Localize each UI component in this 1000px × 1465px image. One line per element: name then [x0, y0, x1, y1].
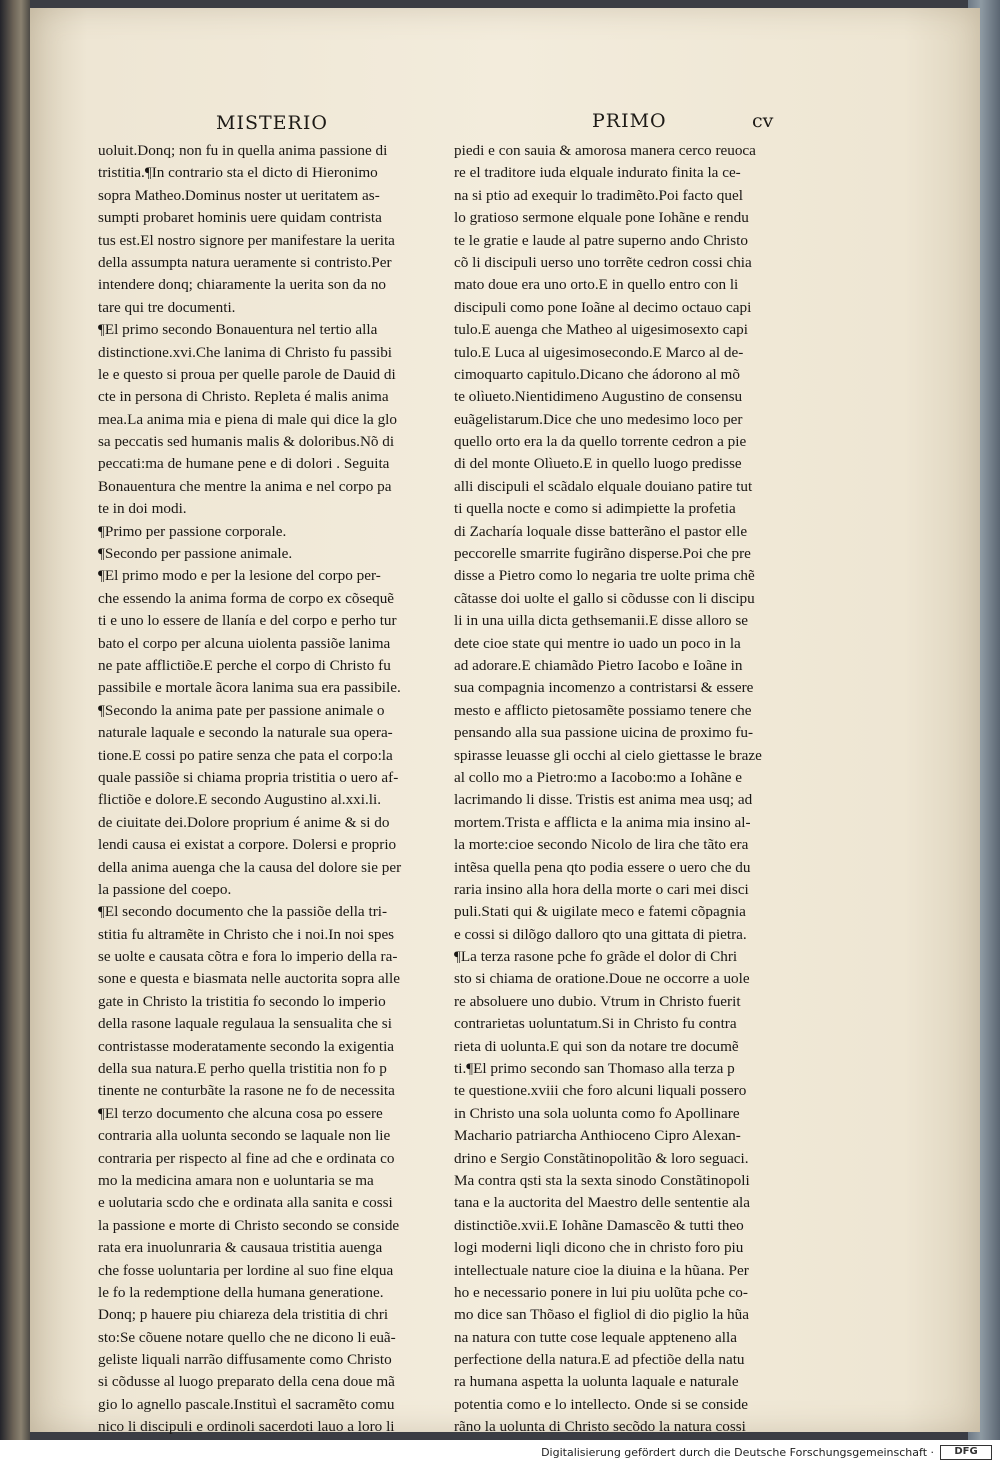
- text-line: te olìueto.Nientidimeno Augustino de consensu: [454, 388, 743, 406]
- running-head-right: PRIMO: [592, 110, 667, 132]
- text-line: discipuli como pone Ioãne al decimo octauo capi: [454, 298, 752, 316]
- text-line: te le gratie e laude al patre superno ando Christo: [454, 231, 748, 249]
- book-binding-edge: [0, 0, 30, 1440]
- text-line: ¶El terzo documento che alcuna cosa po essere: [98, 1104, 383, 1122]
- text-line: logi moderni liqli dicono che in christo foro piu: [454, 1239, 744, 1257]
- text-line: mo la medicina amara non e uoluntaria se ma: [98, 1171, 374, 1189]
- text-line: quale passiõe si chiama propria tristitia o uero af-: [98, 768, 399, 786]
- text-line: peccorelle smarrite fugirãno disperse.Poi che pre: [454, 545, 751, 563]
- text-line: Ma contra qsti sta la sexta sinodo Constãtinopoli: [454, 1171, 750, 1189]
- text-line: ho e necessario ponere in lui piu uolũta pche co-: [454, 1283, 748, 1301]
- text-line: Donq; p hauere piu chiareza dela tristitia di chri: [98, 1306, 389, 1324]
- text-line: tare qui tre documenti.: [98, 298, 236, 316]
- text-line: de ciuitate dei.Dolore proprium é anime & si do: [98, 813, 390, 831]
- text-line: gate in Christo la tristitia fo secondo lo imperio: [98, 992, 386, 1010]
- text-column-left: [98, 140, 442, 1439]
- text-line: intẽsa quella pena qto podia essere o uero che du: [454, 858, 751, 876]
- text-line: rata era inuolunraria & causaua tristitia auenga: [98, 1239, 383, 1257]
- text-line: spirasse leuasse gli occhi al cielo giettasse le braze: [454, 746, 762, 764]
- text-line: della assumpta natura ueramente si contristo.Per: [98, 253, 392, 271]
- text-line: distinctione.xvi.Che lanima di Christo fu passibi: [98, 343, 393, 361]
- text-line: Bonauentura che mentre la anima e nel corpo pa: [98, 477, 392, 495]
- text-line: lo gratioso sermone elquale pone Iohãne e rendu: [454, 209, 749, 227]
- text-line: contraria alla uolunta secondo se laquale non lie: [98, 1127, 391, 1145]
- text-line: sumpti probaret hominis uere quidam contrista: [98, 209, 382, 227]
- text-line: mo dice san Thõaso el figliol di dio piglio la hũa: [454, 1306, 749, 1324]
- text-line: le fo la redemptione della humana generatione.: [98, 1283, 384, 1301]
- text-line: mato doue era uno orto.E in quello entro con li: [454, 276, 739, 294]
- text-line: sto:Se cõuene notare quello che ne dicono li euã-: [98, 1328, 396, 1346]
- text-line: disse a Pietro como lo negaria tre uolte prima chẽ: [454, 567, 755, 585]
- text-line: di del monte Olìueto.E in quello luogo predisse: [454, 455, 742, 473]
- text-line: contraria per rispecto al fine ad che e ordinata co: [98, 1149, 395, 1167]
- text-line: la passione e morte di Christo secondo se conside: [98, 1216, 400, 1234]
- text-line: sopra Matheo.Dominus noster ut ueritatem as-: [98, 186, 380, 204]
- text-line: intellectuale nature cioe la diuina e la hũana. Per: [454, 1261, 749, 1279]
- text-line: raria insino alla hora della morte o cari mei disci: [454, 880, 749, 898]
- text-line: che essendo la anima forma de corpo ex cõsequẽ: [98, 589, 395, 607]
- text-line: contristasse moderatamente secondo la exigentia: [98, 1037, 395, 1055]
- text-line: lendi causa ei existat a corpore. Dolersi e proprio: [98, 836, 397, 854]
- text-line: si cõdusse al luogo preparato della cena doue mã: [98, 1373, 395, 1391]
- text-line: la passione del coepo.: [98, 880, 232, 898]
- text-line: tione.E cossi po patire senza che pata el corpo:la: [98, 746, 393, 764]
- text-line: uoluit.Donq; non fu in quella anima passione di: [98, 142, 388, 159]
- text-line: na natura con tutte cose lequale appteneno alla: [454, 1328, 737, 1346]
- text-column-right: [454, 140, 794, 1439]
- text-line: cãtasse doi uolte el gallo si cõdusse con li discipu: [454, 589, 755, 607]
- text-line: di Zacharía loquale disse batterãno el pastor elle: [454, 522, 748, 540]
- text-line: na si ptio ad exequir lo tradimẽto.Poi facto quel: [454, 186, 743, 204]
- text-line: le e questo si proua per quelle parole de Dauid di: [98, 365, 396, 383]
- text-line: in Christo una sola uolunta como fo Apollinare: [454, 1104, 740, 1122]
- text-line: Machario patriarcha Anthioceno Cipro Alexan-: [454, 1127, 741, 1145]
- text-line: lacrimando li disse. Tristis est anima mea usq; ad: [454, 791, 753, 809]
- text-line: ti e uno lo essere de llanía e del corpo e perho tur: [98, 612, 397, 630]
- text-line: ¶El secondo documento che la passiõe della tri-: [98, 903, 388, 921]
- text-line: mea.La anima mia e piena di male qui dice la glo: [98, 410, 397, 428]
- text-line: puli.Stati qui & uigilate meco e fatemi cõpagnia: [454, 903, 746, 921]
- text-line: te questione.xviii che foro alcuni liquali possero: [454, 1082, 747, 1100]
- text-line: tus est.El nostro signore per manifestare la uerita: [98, 231, 395, 249]
- text-line: peccati:ma de humane pene e di dolori . Seguita: [98, 455, 390, 473]
- text-line: contrarietas uoluntatum.Si in Christo fu contra: [454, 1015, 737, 1033]
- text-line: tinente ne conturbãte la rasone ne fo de necessita: [98, 1082, 395, 1100]
- text-line: rãno la uolunta di Christo secõdo la natura cossi: [454, 1418, 746, 1436]
- text-line: re el traditore iuda elquale indurato finita la ce-: [454, 164, 741, 182]
- text-line: tristitia.¶In contrario sta el dicto di Hieronimo: [98, 164, 378, 182]
- text-line: della sua natura.E perho quella tristitia non fo p: [98, 1060, 387, 1078]
- text-line: tulo.E auenga che Matheo al uigesimosexto capi: [454, 321, 748, 339]
- text-line: ne pate afflictiõe.E perche el corpo di Christo fu: [98, 656, 391, 674]
- text-line: rieta di uolunta.E qui son da notare tre documẽ: [454, 1037, 739, 1055]
- text-line: sto si chiama de oratione.Doue ne occorre a uole: [454, 970, 750, 988]
- text-line: gio lo agnello pascale.Instituì el sacramẽto comu: [98, 1395, 395, 1413]
- digitization-footer: [0, 1440, 1000, 1465]
- text-line: ¶Secondo la anima pate per passione animale o: [98, 701, 385, 719]
- text-line: tulo.E Luca al uigesimosecondo.E Marco al de-: [454, 343, 744, 361]
- text-line: perfectione della natura.E ad pfectiõe della natu: [454, 1351, 745, 1369]
- text-line: cõ li discipuli uerso uno torrẽte cedron cossi chia: [454, 253, 752, 271]
- text-line: se uolte e causata cõtra e fora lo imperio della ra-: [98, 948, 398, 966]
- dfg-logo: DFG: [940, 1445, 992, 1460]
- text-line: ad adorare.E chiamãdo Pietro Iacobo e Ioãne in: [454, 656, 743, 674]
- text-line: e uolutaria scdo che e ordinata alla sanita e cossi: [98, 1194, 393, 1212]
- text-line: ti.¶El primo secondo san Thomaso alla terza p: [454, 1060, 735, 1078]
- text-line: ra humana aspetta la uolunta laquale e naturale: [454, 1373, 739, 1391]
- text-line: che fosse uoluntaria per lordine al suo fine elqua: [98, 1261, 394, 1279]
- text-line: ¶El primo secondo Bonauentura nel tertio alla: [98, 321, 378, 339]
- text-line: quello orto era la da quello torrente cedron a pie: [454, 433, 747, 451]
- text-line: sone e questa e biasmata nelle auctorita sopra alle: [98, 970, 400, 988]
- text-line: della anima auenga che la causa del dolore sie per: [98, 858, 402, 876]
- text-line: ¶El primo modo e per la lesione del corpo per-: [98, 567, 381, 585]
- running-head-left: MISTERIO: [216, 112, 328, 134]
- text-line: cte in persona di Christo. Repleta é malis anima: [98, 388, 389, 406]
- text-line: geliste liquali narrão diffusamente como Christo: [98, 1351, 392, 1369]
- text-line: cimoquarto capitulo.Dicano che ádorono al mõ: [454, 365, 740, 383]
- text-line: pensando alla sua passione uicina de proximo fu-: [454, 724, 754, 742]
- text-line: sa peccatis sed humanis malis & doloribus.Nõ di: [98, 433, 395, 451]
- text-line: al collo mo a Pietro:mo a Iacobo:mo a Iohãne e: [454, 768, 743, 786]
- text-line: passibile e mortale ãcora lanima sua era passibile.: [98, 679, 401, 697]
- text-line: ¶Secondo per passione animale.: [98, 545, 293, 563]
- folio-number: cv: [752, 110, 774, 132]
- text-line: mesto e afflicto pietosamẽte possiamo tenere che: [454, 701, 752, 719]
- funding-note: Digitalisierung gefördert durch die Deutsche Forschungsgemeinschaft ·: [541, 1446, 934, 1459]
- text-line: tana e la auctorita del Maestro delle sententie ala: [454, 1194, 751, 1212]
- text-line: distinctiõe.xvii.E Iohãne Damascẽo & tutti theo: [454, 1216, 744, 1234]
- text-line: dete cioe state qui mentre io uado un poco in la: [454, 634, 741, 652]
- text-line: flictiõe e dolore.E secondo Augustino al.xxi.li.: [98, 791, 382, 809]
- text-line: ¶La terza rasone pche fo grãde el dolor di Chri: [454, 948, 738, 966]
- text-line: e cossi si dilõgo dalloro qto una gittata di pietra.: [454, 925, 747, 943]
- text-line: ¶Primo per passione corporale.: [98, 522, 287, 540]
- text-line: la morte:cioe secondo Nicolo de lira che tãto era: [454, 836, 749, 854]
- text-line: piedi e con sauia & amorosa manera cerco reuoca: [454, 142, 756, 159]
- text-line: drino e Sergio Constãtinopolitão & loro seguaci.: [454, 1149, 749, 1167]
- text-line: alli discipuli el scãdalo elquale douiano patire tut: [454, 477, 753, 495]
- text-line: re absoluere uno dubio. Vtrum in Christo fuerit: [454, 992, 741, 1010]
- text-line: bato el corpo per alcuna uiolenta passiõe lanima: [98, 634, 391, 652]
- text-line: intendere donq; chiaramente la uerita son da no: [98, 276, 387, 294]
- text-line: te in doi modi.: [98, 500, 187, 518]
- text-line: naturale laquale e secondo la naturale sua opera-: [98, 724, 393, 742]
- text-line: euãgelistarum.Dice che uno medesimo loco per: [454, 410, 743, 428]
- text-line: nico li discipuli e ordinoli sacerdoti lauo a loro li: [98, 1418, 395, 1436]
- text-line: li in una uilla dicta gethsemanii.E disse alloro se: [454, 612, 748, 630]
- text-line: mortem.Trista e afflicta e la anima mia insino al-: [454, 813, 751, 831]
- text-line: ti quella nocte e como si adimpiette la profetia: [454, 500, 736, 518]
- text-line: sua compagnia incomenzo a contristarsi & essere: [454, 679, 754, 697]
- text-line: potentia como e lo intellecto. Onde si se conside: [454, 1395, 748, 1413]
- text-line: stitia fu altramẽte in Christo che i noi.In noi spes: [98, 925, 395, 943]
- text-line: della rasone laquale regulaua la sensualita che si: [98, 1015, 392, 1033]
